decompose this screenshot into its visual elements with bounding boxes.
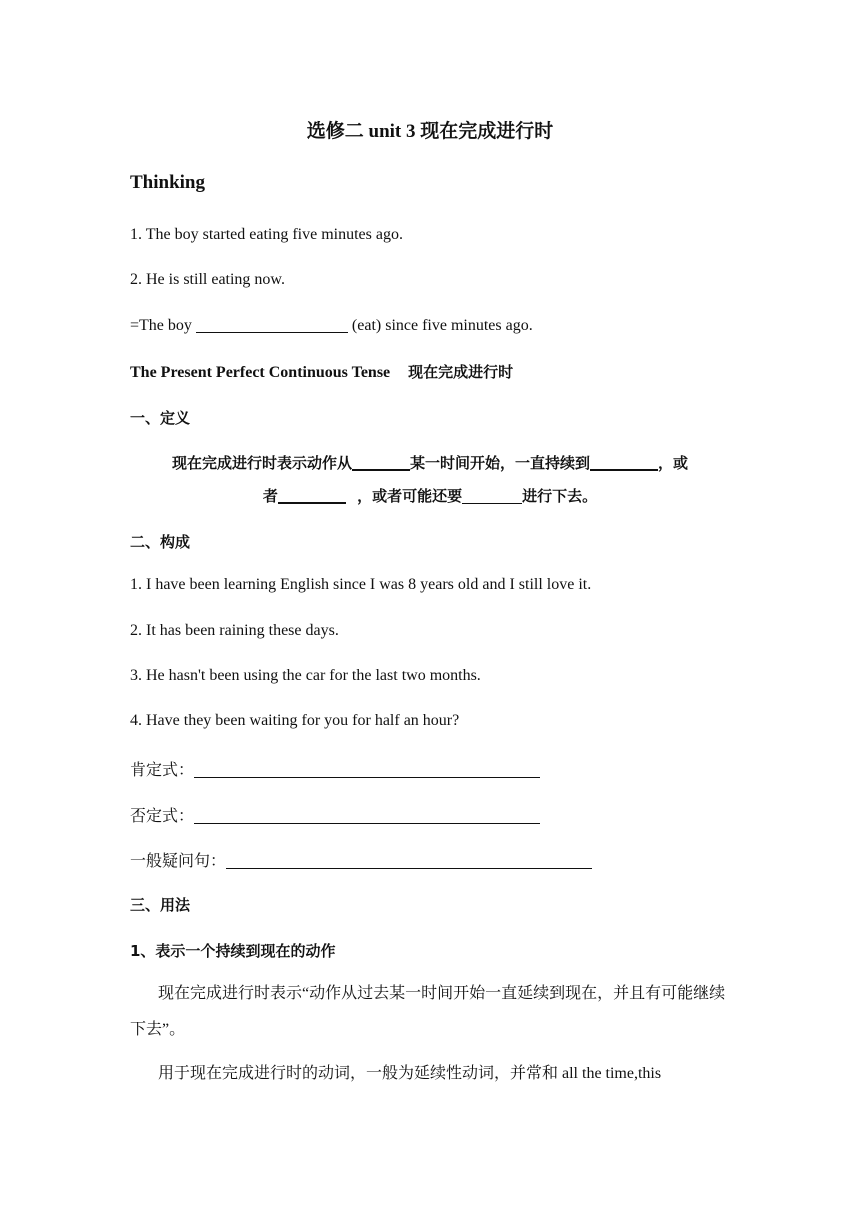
answer-blank[interactable] xyxy=(194,807,540,824)
question-row xyxy=(130,848,592,871)
fill-blank[interactable] xyxy=(278,486,346,504)
example-2: 2. It has been raining these days. xyxy=(130,622,339,639)
section-1-heading: 一、定义 xyxy=(130,409,191,427)
thinking-heading: Thinking xyxy=(130,172,205,193)
affirmative-row xyxy=(130,757,540,780)
negative-row xyxy=(130,803,540,826)
tense-heading xyxy=(130,361,513,382)
answer-blank[interactable] xyxy=(194,761,540,778)
usage-1-heading: 1、表示一个持续到现在的动作 xyxy=(130,942,336,960)
thinking-line-2: 2. He is still eating now. xyxy=(130,271,285,288)
example-4: 4. Have they been waiting for you for half an hour? xyxy=(130,712,460,729)
answer-blank[interactable] xyxy=(226,852,592,869)
question-label: 一般疑问句： xyxy=(130,853,227,870)
fill-blank[interactable] xyxy=(462,487,522,504)
thinking-line-3-suffix: (eat) since five minutes ago. xyxy=(351,317,533,334)
example-1: 1. I have been learning English since I was 8 years old and I still love it. xyxy=(130,576,592,593)
def-text-c: ，或 xyxy=(658,454,689,472)
thinking-line-1: 1. The boy started eating five minutes ago. xyxy=(130,226,403,243)
definition-line-2 xyxy=(0,485,860,506)
def-text-f: 进行下去。 xyxy=(522,487,598,505)
section-2-heading: 二、构成 xyxy=(130,533,191,551)
def-text-b: 某一时间开始，一直持续到 xyxy=(409,454,590,472)
negative-label: 否定式： xyxy=(130,808,195,825)
affirmative-label: 肯定式： xyxy=(130,762,195,779)
thinking-line-3 xyxy=(130,316,533,335)
fill-blank[interactable] xyxy=(352,453,410,471)
example-3: 3. He hasn't been using the car for the last two months. xyxy=(130,667,481,684)
fill-blank[interactable] xyxy=(590,453,658,471)
def-text-e: ，或者可能还要 xyxy=(357,487,463,505)
usage-paragraph-1: 现在完成进行时表示“动作从过去某一时间开始一直延续到现在，并且有可能继续下去”。 xyxy=(130,985,726,1038)
section-3-heading: 三、用法 xyxy=(130,896,191,914)
thinking-line-3-prefix: =The boy xyxy=(130,317,192,334)
definition-line-1 xyxy=(0,452,860,473)
tense-heading-en: The Present Perfect Continuous Tense xyxy=(130,364,391,381)
def-text-a: 现在完成进行时表示动作从 xyxy=(171,454,352,472)
page-title: 选修二 unit 3 现在完成进行时 xyxy=(306,121,554,142)
tense-heading-zh: 现在完成进行时 xyxy=(408,363,514,381)
def-text-d: 者 xyxy=(262,487,278,505)
usage-paragraph-2: 用于现在完成进行时的动词，一般为延续性动词，并常和 all the time,this xyxy=(158,1065,662,1082)
fill-blank[interactable] xyxy=(196,316,348,333)
